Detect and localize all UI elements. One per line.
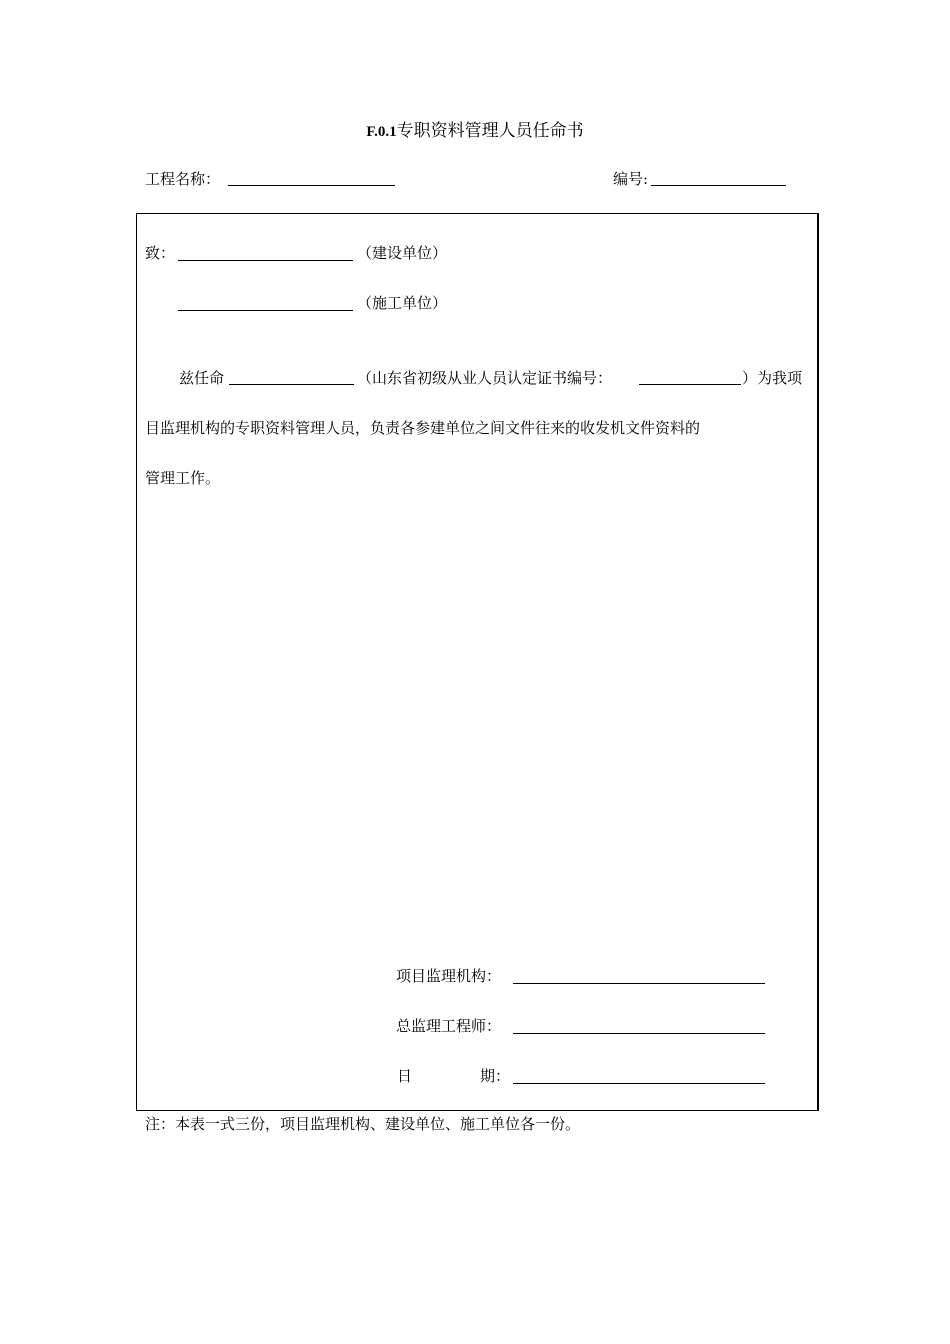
cert-open-text: （山东省初级从业人员认定证书编号： (357, 369, 613, 387)
form-title-text: 专职资料管理人员任命书 (396, 121, 584, 141)
appointment-text-line2: 目监理机构的专职资料管理人员，负责各参建单位之间文件往来的收发机文件资料的 (145, 419, 701, 437)
construction-unit-field[interactable] (178, 260, 353, 261)
project-name-field[interactable] (228, 185, 395, 186)
appointment-text-line3: 管理工作。 (145, 469, 221, 487)
construction-unit-suffix: （建设单位） (357, 244, 448, 262)
chief-engineer-field[interactable] (513, 1033, 765, 1034)
date-label-day: 日 (397, 1067, 413, 1085)
date-field[interactable] (513, 1083, 765, 1084)
page-title (0, 116, 950, 141)
cert-close-text: ）为我项 (742, 369, 803, 387)
date-label-period: 期： (480, 1067, 511, 1085)
appoint-prefix: 兹任命 (179, 369, 225, 387)
appointee-name-field[interactable] (229, 384, 354, 385)
number-label: 编号: (613, 170, 649, 188)
cert-number-field[interactable] (639, 384, 741, 385)
project-name-label: 工程名称： (145, 170, 221, 188)
chief-engineer-label: 总监理工程师： (396, 1017, 502, 1035)
number-field[interactable] (651, 185, 786, 186)
builder-unit-field[interactable] (178, 310, 353, 311)
to-label: 致： (145, 244, 176, 262)
supervision-org-field[interactable] (513, 983, 765, 984)
footer-note: 注：本表一式三份，项目监理机构、建设单位、施工单位各一份。 (145, 1115, 581, 1133)
form-code: F.0.1 (366, 124, 397, 140)
builder-unit-suffix: （施工单位） (357, 294, 448, 312)
supervision-org-label: 项目监理机构： (396, 967, 502, 985)
